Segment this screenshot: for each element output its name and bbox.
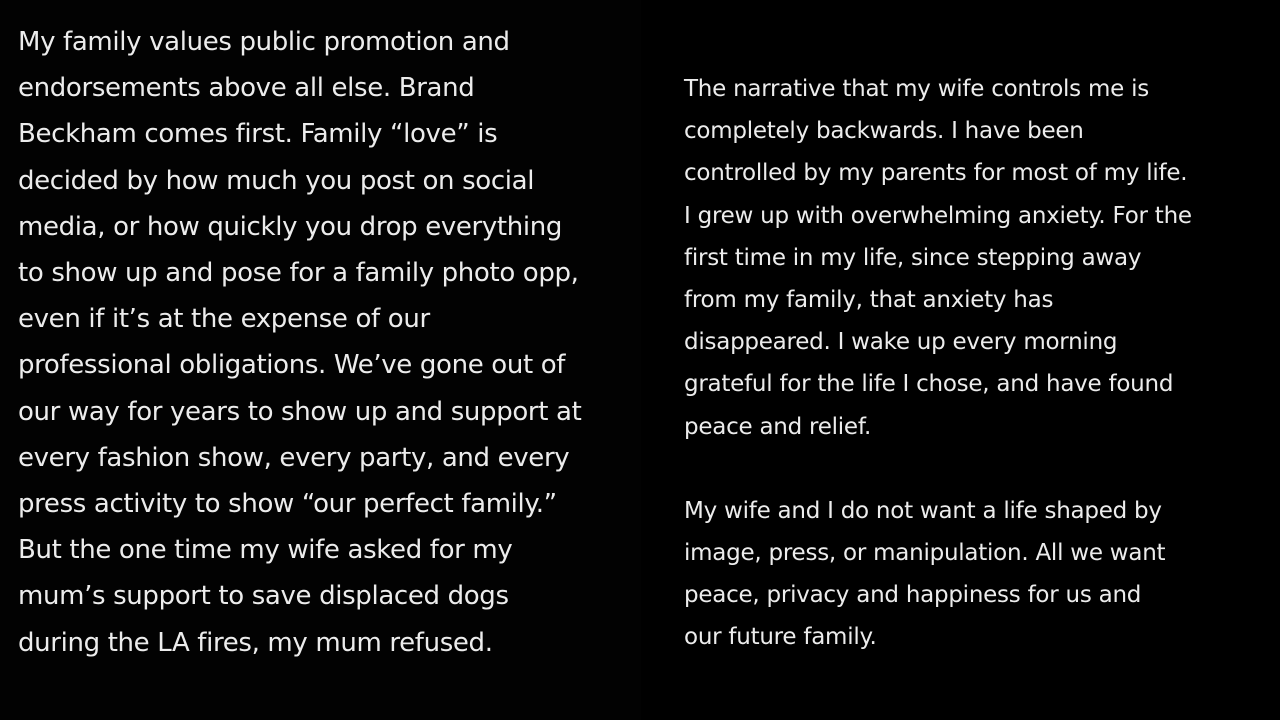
text-line: first time in my life, since stepping away: [684, 244, 1142, 271]
text-line: media, or how quickly you drop everything: [18, 211, 563, 242]
text-line: every fashion show, every party, and every: [18, 442, 570, 473]
text-line: press activity to show “our perfect family.”: [18, 489, 557, 520]
text-line: mum’s support to save displaced dogs: [18, 581, 509, 612]
text-line: peace, privacy and happiness for us and: [684, 582, 1142, 609]
text-line: disappeared. I wake up every morning: [684, 329, 1118, 356]
text-line: My wife and I do not want a life shaped by: [684, 497, 1162, 524]
text-line: peace and relief.: [684, 413, 872, 440]
right-text-panel: [641, 0, 1280, 720]
text-line: professional obligations. We’ve gone out of: [18, 350, 566, 381]
text-line: I grew up with overwhelming anxiety. For the: [684, 202, 1192, 229]
text-line: during the LA fires, my mum refused.: [18, 627, 493, 658]
text-line: even if it’s at the expense of our: [18, 304, 430, 335]
text-line: completely backwards. I have been: [684, 118, 1084, 145]
text-line: from my family, that anxiety has: [684, 287, 1054, 314]
text-line: Beckham comes first. Family “love” is: [18, 119, 498, 150]
text-line: controlled by my parents for most of my life.: [684, 160, 1188, 187]
text-line: My family values public promotion and: [18, 27, 510, 57]
right-paragraph-1: [684, 68, 1280, 448]
text-line: endorsements above all else. Brand: [18, 73, 475, 104]
text-line: But the one time my wife asked for my: [18, 535, 513, 566]
text-line: grateful for the life I chose, and have found: [684, 371, 1174, 398]
text-line: our way for years to show up and support at: [18, 396, 582, 427]
text-line: our future family.: [684, 624, 877, 651]
text-line: The narrative that my wife controls me is: [684, 76, 1149, 102]
text-line: to show up and pose for a family photo opp,: [18, 258, 579, 289]
left-paragraph: [18, 19, 641, 666]
text-line: decided by how much you post on social: [18, 165, 535, 196]
right-paragraph-2: [684, 490, 1280, 659]
text-line: image, press, or manipulation. All we want: [684, 540, 1166, 567]
